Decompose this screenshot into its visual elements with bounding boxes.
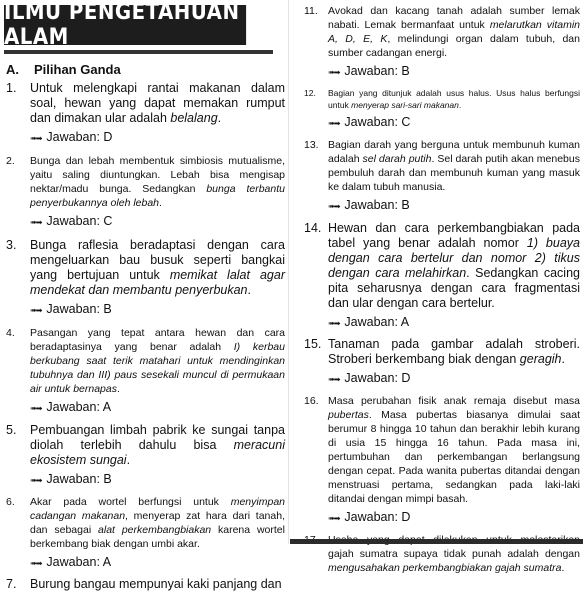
arrow-icon: ➠➡ xyxy=(30,559,42,568)
answer-line xyxy=(0,301,285,319)
bottom-rule xyxy=(290,539,583,544)
question-item xyxy=(0,154,285,210)
question-text: Bunga raflesia beradaptasi dengan cara mengeluarkan bau busuk seperti bangkai yang bertujuan untuk memikat lalat agar mendekat dan membantu penyerbukan. xyxy=(30,238,285,297)
answer-prefix: Jawaban: xyxy=(344,315,398,329)
page-title: ILMU PENGETAHUAN ALAM xyxy=(4,5,246,45)
arrow-icon: ➠➡ xyxy=(328,514,340,523)
question-item xyxy=(298,138,580,194)
question-text: Pembuangan limbah pabrik ke sungai tanpa diolah terlebih dahulu bisa meracuni ekosistem sungai. xyxy=(30,423,285,467)
question-text: Burung bangau mempunyai kaki panjang dan xyxy=(30,577,282,591)
answer-line xyxy=(298,63,580,81)
question-number: 4. xyxy=(6,327,15,339)
answer-line xyxy=(0,129,285,147)
section-letter: A. xyxy=(6,62,19,77)
answer-value: A xyxy=(400,315,410,329)
question-number: 15. xyxy=(304,337,322,351)
arrow-icon: ➠➡ xyxy=(30,134,42,143)
answer-value: D xyxy=(401,371,411,385)
question-number: 13. xyxy=(304,139,319,151)
arrow-icon: ➠➡ xyxy=(328,319,340,328)
question-item xyxy=(298,221,580,311)
question-item xyxy=(298,87,580,111)
question-number: 16. xyxy=(304,395,319,407)
question-text: Pasangan yang tepat antara hewan dan cara beradaptasinya yang benar adalah I) kerbau berkubang saat terik matahari untuk mendinginkan tubuhnya dan III) paus sesekali muncul di permukaan air untuk bernapas. xyxy=(30,327,285,395)
answer-prefix: Jawaban: xyxy=(46,130,100,144)
answer-line xyxy=(298,370,580,388)
answer-line xyxy=(0,213,285,231)
arrow-icon: ➠➡ xyxy=(328,68,340,77)
question-number: 12. xyxy=(304,88,316,98)
arrow-icon: ➠➡ xyxy=(328,375,340,384)
answer-value: D xyxy=(401,510,411,524)
answer-prefix: Jawaban: xyxy=(344,115,398,129)
question-item xyxy=(0,495,285,551)
answer-value: B xyxy=(103,302,112,316)
answer-prefix: Jawaban: xyxy=(46,302,100,316)
question-text: Bunga dan lebah membentuk simbiosis mutualisme, yaitu saling diuntungkan. Lebah bisa mengisap nektar/madu bunga. Sedangkan bunga terbantu penyerbukannya oleh lebah. xyxy=(30,155,285,209)
question-number: 3. xyxy=(6,238,17,252)
section-heading xyxy=(6,62,285,77)
question-item xyxy=(0,326,285,396)
arrow-icon: ➠➡ xyxy=(328,202,340,211)
question-text: Untuk melengkapi rantai makanan dalam soal, hewan yang dapat memakan rumput dan dimakan ular adalah belalang. xyxy=(30,81,285,125)
answer-value: A xyxy=(102,400,112,414)
question-text: Hewan dan cara perkembangbiakan pada tabel yang benar adalah nomor 1) buaya dengan cara bertelur dan nomor 2) tikus dengan cara melahirkan. Sedangkan cacing pita seharusnya dengan cara fragmentasi dan ular dengan cara bertelur. xyxy=(328,221,580,310)
answer-prefix: Jawaban: xyxy=(344,510,398,524)
answer-value: C xyxy=(401,115,411,129)
question-item xyxy=(0,238,285,298)
arrow-icon: ➠➡ xyxy=(30,476,42,485)
question-number: 7. xyxy=(6,577,17,591)
answer-line xyxy=(0,471,285,489)
question-number: 11. xyxy=(304,5,318,17)
question-number: 2. xyxy=(6,155,15,167)
question-text: Akar pada wortel berfungsi untuk menyimpan cadangan makanan, menyerap zat hara dari tanah, dan sebagai alat perkembangbiakan karena wortel berkembang biak dengan umbi akar. xyxy=(30,496,285,550)
answer-prefix: Jawaban: xyxy=(344,64,398,78)
section-title: Pilihan Ganda xyxy=(34,62,121,77)
answer-value: B xyxy=(401,64,410,78)
arrow-icon: ➠➡ xyxy=(30,218,42,227)
question-number: 6. xyxy=(6,496,15,508)
answer-prefix: Jawaban: xyxy=(46,472,100,486)
answer-line xyxy=(298,197,580,215)
answer-value: B xyxy=(401,198,410,212)
question-number: 5. xyxy=(6,423,17,437)
question-item xyxy=(298,4,580,60)
answer-line xyxy=(0,399,285,417)
answer-line xyxy=(0,554,285,572)
question-item xyxy=(0,577,285,592)
left-column xyxy=(0,0,285,592)
answer-value: A xyxy=(102,555,112,569)
answer-value: B xyxy=(103,472,112,486)
answer-prefix: Jawaban: xyxy=(46,214,100,228)
answer-line xyxy=(298,314,580,332)
question-text: Bagian darah yang berguna untuk membunuh kuman adalah sel darah putih. Sel darah putih akan menebus pembuluh darah dan membunuh kuman yang masuk ke dalam tubuh manusia. xyxy=(328,139,580,193)
question-text: Bagian yang ditunjuk adalah usus halus. Usus halus berfungsi untuk menyerap sari-sari makanan. xyxy=(328,88,580,110)
question-text: Masa perubahan fisik anak remaja disebut masa pubertas. Masa pubertas biasanya dimulai saat berumur 8 hingga 10 tahun dan berakhir lebih kurang di usia 15 hingga 16 tahun. Pada masa ini, pertumbuhan dan perkembangan berlangsung dengan cepat. Pada wanita pubertas ditandai dengan menstruasi pertama, sedangkan pada laki-laki ditandai dengan mimpi basah. xyxy=(328,395,580,505)
question-item xyxy=(0,423,285,468)
right-column xyxy=(298,0,580,575)
question-text: Avokad dan kacang tanah adalah sumber lemak nabati. Lemak bermanfaat untuk melarutkan vitamin A, D, E, K, melindungi organ dalam tubuh, dan sumber cadangan energi. xyxy=(328,5,581,59)
answer-prefix: Jawaban: xyxy=(344,371,398,385)
answer-value: C xyxy=(103,214,113,228)
title-underline xyxy=(4,50,273,54)
answer-value: D xyxy=(103,130,113,144)
question-number: 1. xyxy=(6,81,17,95)
arrow-icon: ➠➡ xyxy=(30,404,42,413)
answer-line xyxy=(298,509,580,527)
arrow-icon: ➠➡ xyxy=(30,306,42,315)
question-text: gajah sumatra supaya tidak punah adalah dengan mengusahakan perkembangbiakan gajah sumatra. xyxy=(328,548,580,574)
question-item xyxy=(0,81,285,126)
question-text: Tanaman pada gambar adalah stroberi. Stroberi berkembang biak dengan geragih. xyxy=(328,337,580,366)
answer-prefix: Jawaban: xyxy=(46,400,100,414)
answer-line xyxy=(298,114,580,132)
question-item xyxy=(298,337,580,367)
question-number: 14. xyxy=(304,221,322,235)
question-item xyxy=(298,394,580,506)
answer-prefix: Jawaban: xyxy=(344,198,398,212)
column-divider xyxy=(288,0,289,544)
answer-prefix: Jawaban: xyxy=(46,555,100,569)
arrow-icon: ➠➡ xyxy=(328,119,340,128)
